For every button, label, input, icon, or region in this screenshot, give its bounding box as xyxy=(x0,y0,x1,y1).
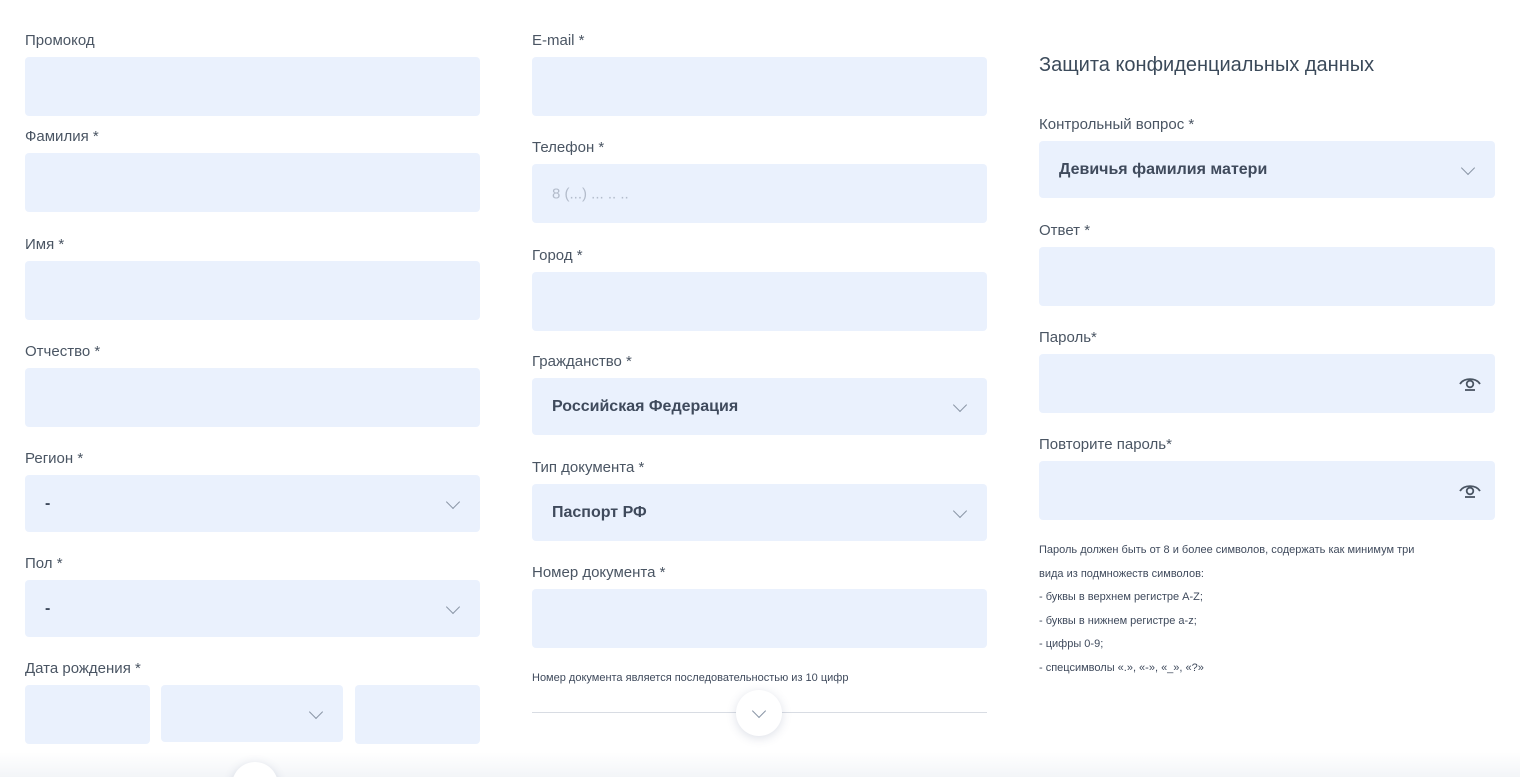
doctype-select-value: Паспорт РФ xyxy=(552,503,647,521)
password-rule-line: - буквы в верхнем регистре A-Z; xyxy=(1039,591,1203,603)
question-select[interactable] xyxy=(1039,141,1495,198)
citizenship-select-value: Российская Федерация xyxy=(552,397,739,415)
firstname-input[interactable] xyxy=(25,261,480,320)
birth-year-input[interactable] xyxy=(355,685,480,744)
password-rule-line: - буквы в нижнем регистре a-z; xyxy=(1039,614,1197,627)
docnumber-hint: Номер документа является последовательностью из 10 цифр xyxy=(532,672,849,684)
email-input[interactable] xyxy=(532,57,987,116)
password-rule-line: - цифры 0-9; xyxy=(1039,638,1104,650)
chevron-down-icon xyxy=(446,599,460,613)
region-select[interactable] xyxy=(25,475,480,532)
section-title: Защита конфиденциальных данных xyxy=(1039,54,1375,76)
birth-day-input[interactable] xyxy=(25,685,150,744)
chevron-down-icon xyxy=(953,503,967,517)
email-label: E-mail * xyxy=(532,32,585,49)
chevron-down-icon xyxy=(953,397,967,411)
patronymic-input[interactable] xyxy=(25,368,480,427)
chevron-down-icon xyxy=(1461,160,1475,174)
chevron-down-icon xyxy=(752,704,766,718)
docnumber-input[interactable] xyxy=(532,589,987,648)
promo-label: Промокод xyxy=(25,32,95,49)
gender-label: Пол * xyxy=(25,555,63,572)
gender-select-value: - xyxy=(45,599,51,617)
eye-icon[interactable] xyxy=(1459,483,1481,499)
docnumber-label: Номер документа * xyxy=(532,564,666,581)
chevron-down-icon xyxy=(309,704,323,718)
chevron-down-icon xyxy=(446,494,460,508)
answer-input[interactable] xyxy=(1039,247,1495,306)
citizenship-label: Гражданство * xyxy=(532,353,632,370)
password-label: Пароль* xyxy=(1039,329,1097,346)
region-select-value: - xyxy=(45,494,51,512)
promo-input[interactable] xyxy=(25,57,480,116)
phone-placeholder: 8 (...) ... .. .. xyxy=(552,185,629,202)
city-label: Город * xyxy=(532,247,583,264)
lastname-label: Фамилия * xyxy=(25,128,99,145)
password-rule-line: Пароль должен быть от 8 и более символов, содержать как минимум три xyxy=(1039,544,1415,556)
birth-month-select[interactable] xyxy=(161,685,343,742)
citizenship-select[interactable] xyxy=(532,378,987,435)
password-input[interactable] xyxy=(1039,354,1495,413)
question-select-value: Девичья фамилия матери xyxy=(1059,160,1268,178)
answer-label: Ответ * xyxy=(1039,222,1091,239)
gender-select[interactable] xyxy=(25,580,480,637)
patronymic-label: Отчество * xyxy=(25,343,101,360)
region-label: Регион * xyxy=(25,450,84,467)
password-rule-line: - спецсимволы «.», «-», «_», «?» xyxy=(1039,661,1204,674)
firstname-label: Имя * xyxy=(25,236,65,253)
password-rules xyxy=(1039,539,1414,680)
question-label: Контрольный вопрос * xyxy=(1039,116,1195,133)
doctype-label: Тип документа * xyxy=(532,459,645,476)
password-repeat-input[interactable] xyxy=(1039,461,1495,520)
lastname-input[interactable] xyxy=(25,153,480,212)
password-rule-line: вида из подмножеств символов: xyxy=(1039,567,1204,580)
phone-input[interactable] xyxy=(532,164,987,223)
bottom-fade xyxy=(0,752,1520,777)
doctype-select[interactable] xyxy=(532,484,987,541)
birthdate-label: Дата рождения * xyxy=(25,660,141,677)
city-input[interactable] xyxy=(532,272,987,331)
phone-label: Телефон * xyxy=(532,139,605,156)
password-repeat-label: Повторите пароль* xyxy=(1039,436,1172,453)
eye-icon[interactable] xyxy=(1459,376,1481,392)
scroll-down-button[interactable] xyxy=(736,690,782,736)
